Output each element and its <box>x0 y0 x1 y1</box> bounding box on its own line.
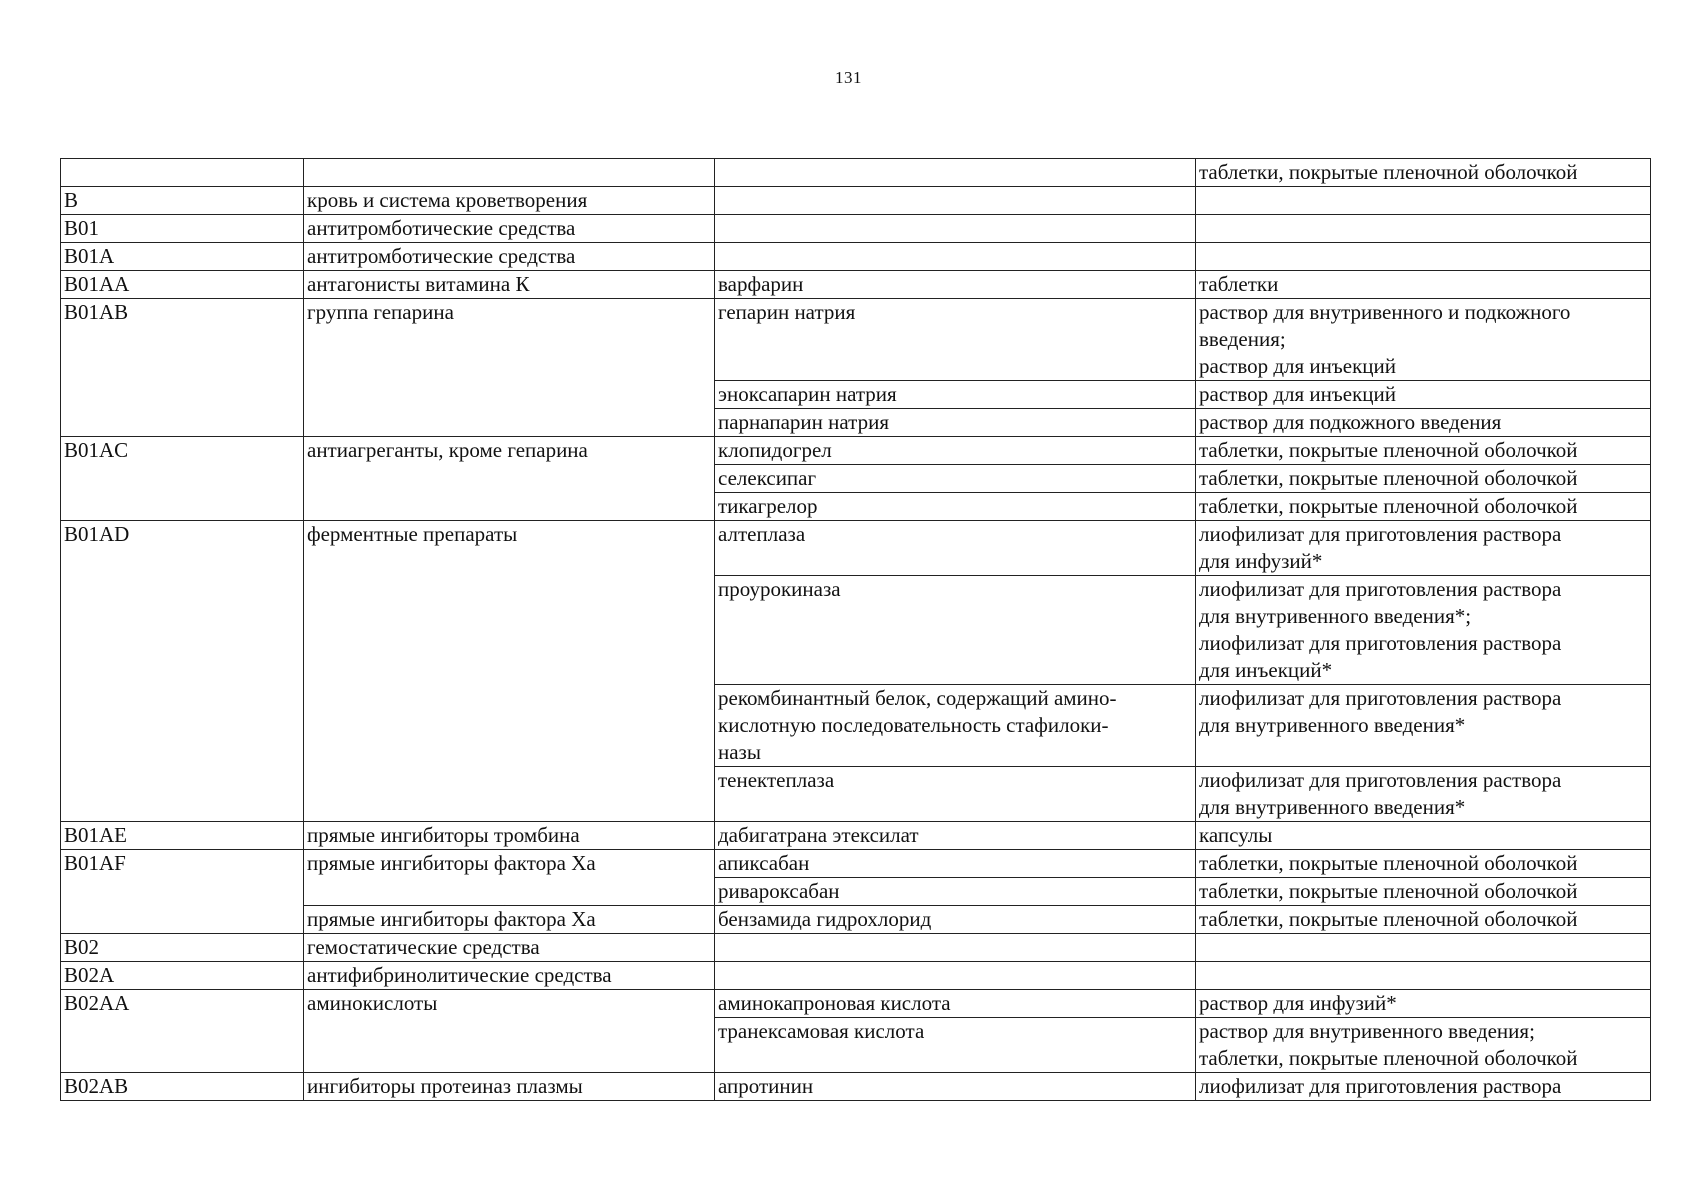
pharmacological-group: антагонисты витамина К <box>307 272 530 296</box>
table-row <box>61 822 1651 850</box>
atc-code-cell <box>61 685 304 767</box>
atc-code-cell <box>61 493 304 521</box>
atc-code: B01AF <box>64 851 126 875</box>
drug-cell <box>715 271 1196 299</box>
drug-name: проурокиназа <box>718 577 841 601</box>
drug-name: гепарин натрия <box>718 300 856 324</box>
drug-name: варфарин <box>718 272 804 296</box>
group-cell <box>304 465 715 493</box>
atc-code-cell <box>61 576 304 685</box>
dosage-form-line: таблетки <box>1199 272 1279 296</box>
dosage-form-line <box>1199 934 1647 961</box>
group-cell <box>304 381 715 409</box>
atc-code-cell <box>61 215 304 243</box>
dosage-form-line <box>1199 187 1647 214</box>
atc-code-cell <box>61 767 304 822</box>
atc-code-cell <box>61 159 304 187</box>
group-cell <box>304 990 715 1018</box>
table-row <box>61 159 1651 187</box>
drug-name: клопидогрел <box>718 438 832 462</box>
pharmacological-group: антифибринолитические средства <box>307 963 612 987</box>
pharmacological-group: ингибиторы протеиназ плазмы <box>307 1074 583 1098</box>
page-number: 131 <box>835 68 862 87</box>
atc-code-cell <box>61 271 304 299</box>
group-cell <box>304 822 715 850</box>
atc-code: B01AD <box>64 522 130 546</box>
dosage-form-cell <box>1196 187 1651 215</box>
atc-code: B01AA <box>64 272 130 296</box>
pharmacological-group: прямые ингибиторы фактора Ха <box>307 851 596 875</box>
drug-cell <box>715 990 1196 1018</box>
drug-cell <box>715 465 1196 493</box>
drug-cell <box>715 381 1196 409</box>
table-row <box>61 521 1651 576</box>
atc-code-cell <box>61 934 304 962</box>
dosage-form-cell <box>1196 906 1651 934</box>
dosage-form-cell <box>1196 934 1651 962</box>
drug-name-line: рекомбинантный белок, содержащий амино- <box>718 686 1117 710</box>
dosage-form-line: раствор для инъекций <box>1199 382 1396 406</box>
atc-code: B01A <box>64 244 115 268</box>
drug-name-line: кислотную последовательность стафилоки- <box>718 713 1109 737</box>
dosage-form-cell <box>1196 409 1651 437</box>
dosage-form-line: для инфузий* <box>1199 549 1323 573</box>
dosage-form-line: таблетки, покрытые пленочной оболочкой <box>1199 907 1578 931</box>
table-row <box>61 187 1651 215</box>
drug-name-line: назы <box>718 740 761 764</box>
drug-cell <box>715 521 1196 576</box>
dosage-form-line: таблетки, покрытые пленочной оболочкой <box>1199 851 1578 875</box>
atc-code-cell <box>61 878 304 906</box>
dosage-form-line <box>1199 243 1647 270</box>
atc-code: B01AC <box>64 438 129 462</box>
group-cell <box>304 685 715 767</box>
table-row <box>61 409 1651 437</box>
atc-code: B02 <box>64 935 100 959</box>
group-cell <box>304 493 715 521</box>
group-cell <box>304 850 715 878</box>
dosage-form-cell <box>1196 962 1651 990</box>
dosage-form-cell <box>1196 878 1651 906</box>
table-row <box>61 493 1651 521</box>
atc-code-cell <box>61 822 304 850</box>
drug-cell <box>715 215 1196 243</box>
pharmacological-group: гемостатические средства <box>307 935 540 959</box>
table-row <box>61 465 1651 493</box>
table-row <box>61 878 1651 906</box>
dosage-form-cell <box>1196 465 1651 493</box>
pharmacological-group: антиагреганты, кроме гепарина <box>307 438 588 462</box>
dosage-form-cell <box>1196 1073 1651 1101</box>
dosage-form-line: таблетки, покрытые пленочной оболочкой <box>1199 438 1578 462</box>
drug-cell <box>715 906 1196 934</box>
dosage-form-line: раствор для внутривенного введения; <box>1199 1019 1535 1043</box>
drug-name: эноксапарин натрия <box>718 382 897 406</box>
table-row <box>61 381 1651 409</box>
group-cell <box>304 1018 715 1073</box>
atc-code-cell <box>61 299 304 381</box>
pharmacological-group: группа гепарина <box>307 300 454 324</box>
atc-code: B <box>64 188 79 212</box>
drug-cell <box>715 437 1196 465</box>
group-cell <box>304 187 715 215</box>
dosage-form-line: лиофилизат для приготовления раствора <box>1199 768 1562 792</box>
dosage-form-cell <box>1196 850 1651 878</box>
table-row <box>61 962 1651 990</box>
drug-name: апиксабан <box>718 851 810 875</box>
atc-code: B02AB <box>64 1074 129 1098</box>
drug-name: аминокапроновая кислота <box>718 991 951 1015</box>
dosage-form-line: лиофилизат для приготовления раствора <box>1199 577 1562 601</box>
drug-name: транексамовая кислота <box>718 1019 925 1043</box>
table-row <box>61 437 1651 465</box>
atc-code-cell <box>61 1073 304 1101</box>
pharmacological-group: антитромботические средства <box>307 216 576 240</box>
drug-name: бензамида гидрохлорид <box>718 907 932 931</box>
dosage-form-line: раствор для подкожного введения <box>1199 410 1502 434</box>
drug-cell <box>715 850 1196 878</box>
atc-code-cell <box>61 465 304 493</box>
drug-name: парнапарин натрия <box>718 410 889 434</box>
atc-code-cell <box>61 1018 304 1073</box>
dosage-form-cell <box>1196 437 1651 465</box>
medication-table <box>60 158 1651 1101</box>
atc-code: B02A <box>64 963 115 987</box>
dosage-form-line: раствор для инъекций <box>1199 354 1396 378</box>
group-cell <box>304 243 715 271</box>
dosage-form-line: лиофилизат для приготовления раствора <box>1199 686 1562 710</box>
group-cell <box>304 409 715 437</box>
dosage-form-line: для внутривенного введения* <box>1199 795 1466 819</box>
dosage-form-cell <box>1196 1018 1651 1073</box>
pharmacological-group: прямые ингибиторы фактора Ха <box>307 907 596 931</box>
table-row <box>61 299 1651 381</box>
drug-name: дабигатрана этексилат <box>718 823 919 847</box>
drug-cell <box>715 767 1196 822</box>
drug-cell <box>715 878 1196 906</box>
atc-code-cell <box>61 850 304 878</box>
atc-code-cell <box>61 521 304 576</box>
table-row <box>61 850 1651 878</box>
pharmacological-group: аминокислоты <box>307 991 438 1015</box>
table-row <box>61 215 1651 243</box>
pharmacological-group: прямые ингибиторы тромбина <box>307 823 580 847</box>
dosage-form-line: таблетки, покрытые пленочной оболочкой <box>1199 466 1578 490</box>
atc-code-cell <box>61 381 304 409</box>
pharmacological-group: ферментные препараты <box>307 522 518 546</box>
table-row <box>61 906 1651 934</box>
dosage-form-line <box>1199 215 1647 242</box>
dosage-form-line: таблетки, покрытые пленочной оболочкой <box>1199 494 1578 518</box>
pharmacological-group: антитромботические средства <box>307 244 576 268</box>
atc-code: B01AB <box>64 300 129 324</box>
drug-cell <box>715 243 1196 271</box>
drug-cell <box>715 299 1196 381</box>
atc-code: B01 <box>64 216 100 240</box>
dosage-form-cell <box>1196 822 1651 850</box>
drug-name: селексипаг <box>718 466 817 490</box>
drug-cell <box>715 962 1196 990</box>
dosage-form-cell <box>1196 215 1651 243</box>
table-row <box>61 934 1651 962</box>
drug-cell <box>715 187 1196 215</box>
dosage-form-line: лиофилизат для приготовления раствора <box>1199 631 1562 655</box>
dosage-form-line: лиофилизат для приготовления раствора <box>1199 522 1562 546</box>
table-row <box>61 271 1651 299</box>
dosage-form-line: капсулы <box>1199 823 1273 847</box>
atc-code-cell <box>61 990 304 1018</box>
drug-name: ривароксабан <box>718 879 840 903</box>
drug-cell <box>715 934 1196 962</box>
drug-cell <box>715 576 1196 685</box>
drug-cell <box>715 685 1196 767</box>
drug-cell <box>715 409 1196 437</box>
group-cell <box>304 934 715 962</box>
dosage-form-cell <box>1196 271 1651 299</box>
table-row <box>61 767 1651 822</box>
dosage-form-cell <box>1196 299 1651 381</box>
group-cell <box>304 521 715 576</box>
dosage-form-cell <box>1196 493 1651 521</box>
group-cell <box>304 159 715 187</box>
table-row <box>61 990 1651 1018</box>
group-cell <box>304 215 715 243</box>
atc-code: B02AA <box>64 991 130 1015</box>
dosage-form-line: для инъекций* <box>1199 658 1333 682</box>
dosage-form-line: для внутривенного введения*; <box>1199 604 1472 628</box>
drug-name: тенектеплаза <box>718 768 835 792</box>
dosage-form-line: лиофилизат для приготовления раствора <box>1199 1074 1562 1098</box>
table-row <box>61 1073 1651 1101</box>
atc-code-cell <box>61 906 304 934</box>
drug-name: тикагрелор <box>718 494 818 518</box>
table-row <box>61 576 1651 685</box>
drug-cell <box>715 159 1196 187</box>
drug-name: алтеплаза <box>718 522 806 546</box>
table-row <box>61 243 1651 271</box>
dosage-form-line: для внутривенного введения* <box>1199 713 1466 737</box>
table-row <box>61 1018 1651 1073</box>
atc-code-cell <box>61 243 304 271</box>
dosage-form-cell <box>1196 381 1651 409</box>
dosage-form-line: таблетки, покрытые пленочной оболочкой <box>1199 1046 1578 1070</box>
drug-cell <box>715 1018 1196 1073</box>
atc-code-cell <box>61 437 304 465</box>
group-cell <box>304 906 715 934</box>
pharmacological-group: кровь и система кроветворения <box>307 188 588 212</box>
group-cell <box>304 878 715 906</box>
dosage-form-line: раствор для инфузий* <box>1199 991 1397 1015</box>
dosage-form-cell <box>1196 521 1651 576</box>
group-cell <box>304 299 715 381</box>
dosage-form-cell <box>1196 576 1651 685</box>
group-cell <box>304 576 715 685</box>
atc-code-cell <box>61 409 304 437</box>
dosage-form-cell <box>1196 243 1651 271</box>
dosage-form-cell <box>1196 685 1651 767</box>
group-cell <box>304 271 715 299</box>
drug-cell <box>715 493 1196 521</box>
group-cell <box>304 1073 715 1101</box>
group-cell <box>304 437 715 465</box>
atc-code: B01AE <box>64 823 127 847</box>
atc-code-cell <box>61 962 304 990</box>
dosage-form-cell <box>1196 990 1651 1018</box>
dosage-form-cell <box>1196 159 1651 187</box>
dosage-form-line <box>1199 962 1647 989</box>
group-cell <box>304 962 715 990</box>
dosage-form-line: раствор для внутривенного и подкожного <box>1199 300 1571 324</box>
table-row <box>61 685 1651 767</box>
dosage-form-line: введения; <box>1199 327 1286 351</box>
dosage-form-line: таблетки, покрытые пленочной оболочкой <box>1199 879 1578 903</box>
dosage-form-cell <box>1196 767 1651 822</box>
drug-cell <box>715 1073 1196 1101</box>
group-cell <box>304 767 715 822</box>
atc-code-cell <box>61 187 304 215</box>
drug-cell <box>715 822 1196 850</box>
dosage-form-line: таблетки, покрытые пленочной оболочкой <box>1199 160 1578 184</box>
drug-name: апротинин <box>718 1074 814 1098</box>
